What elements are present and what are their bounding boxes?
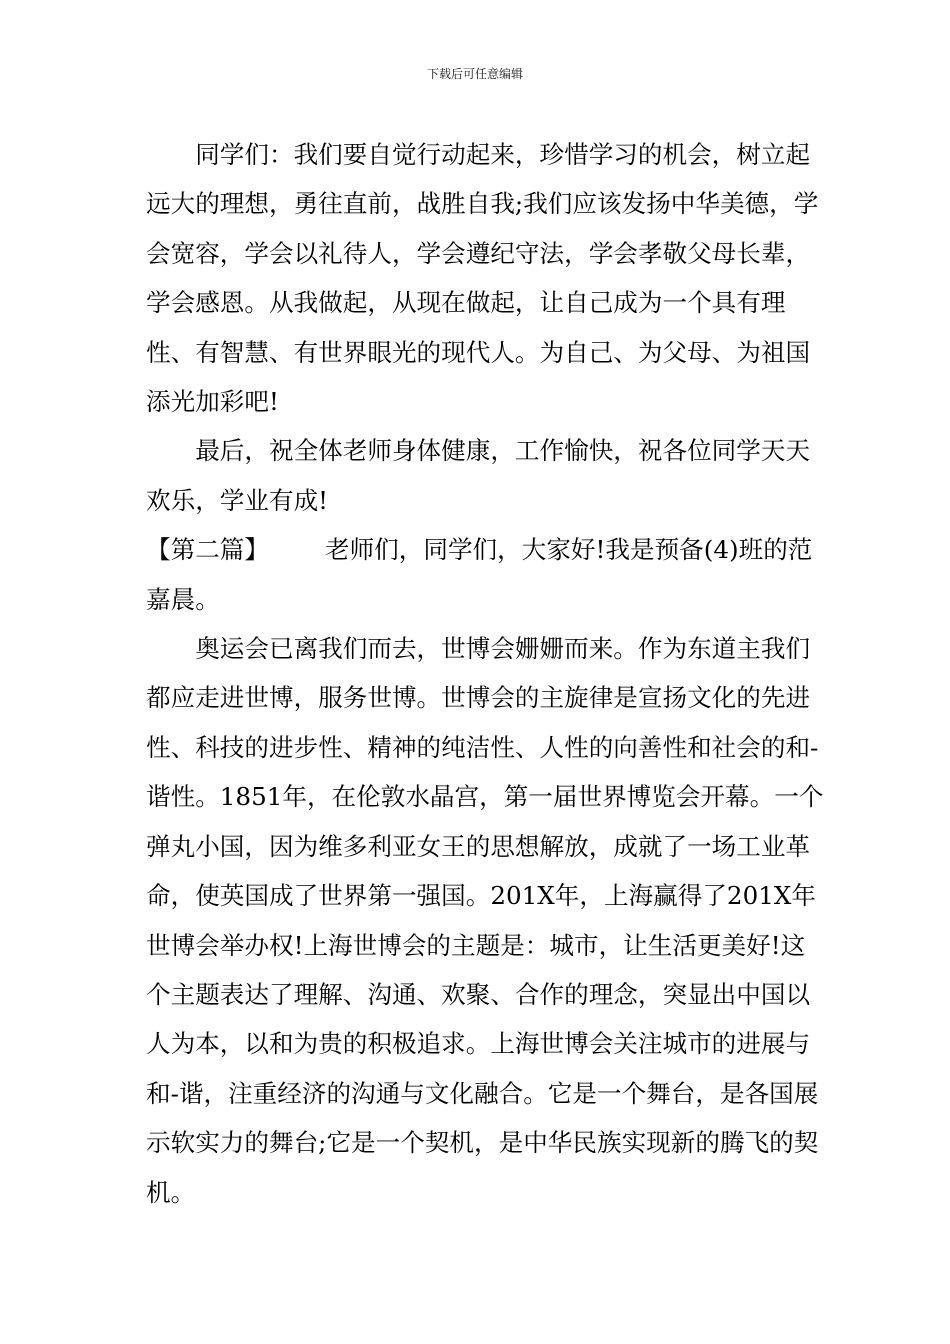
document-body: [146, 130, 826, 1217]
paragraph-1: 同学们：我们要自觉行动起来，珍惜学习的机会，树立起远大的理想，勇往直前，战胜自我;我们应该发扬中华美德，学会宽容，学会以礼待人，学会遵纪守法，学会孝敬父母长辈，学会感恩。从我做起，从现在做起，让自己成为一个具有理性、有智慧、有世界眼光的现代人。为自己、为父母、为祖国添光加彩吧!: [146, 140, 819, 417]
section-heading: 【第二篇】: [146, 535, 269, 565]
section-intro-text: 老师们，同学们，大家好!我是预备(4)班的范嘉晨。: [146, 535, 813, 614]
paragraph-2: 最后，祝全体老师身体健康，工作愉快，祝各位同学天天欢乐，学业有成!: [146, 436, 811, 515]
section-intro-paragraph: [146, 525, 826, 624]
page-header: 下载后可任意编辑: [426, 67, 523, 81]
paragraph-3: 奥运会已离我们而去，世博会姗姗而来。作为东道主我们都应走进世博，服务世博。世博会的主旋律是宣扬文化的先进性、科技的进步性、精神的纯洁性、人性的向善性和社会的和-谐性。1851年，在伦敦水晶宫，第一届世界博览会开幕。一个弹丸小国，因为维多利亚女王的思想解放，成就了一场工业革命，使英国成了世界第一强国。201X年，上海赢得了201X年世博会举办权!上海世博会的主题是：城市，让生活更美好!这个主题表达了理解、沟通、欢聚、合作的理念，突显出中国以人为本，以和为贵的积极追求。上海世博会关注城市的进展与和-谐，注重经济的沟通与文化融合。它是一个舞台，是各国展示软实力的舞台;它是一个契机，是中华民族实现新的腾飞的契机。: [146, 634, 824, 1207]
